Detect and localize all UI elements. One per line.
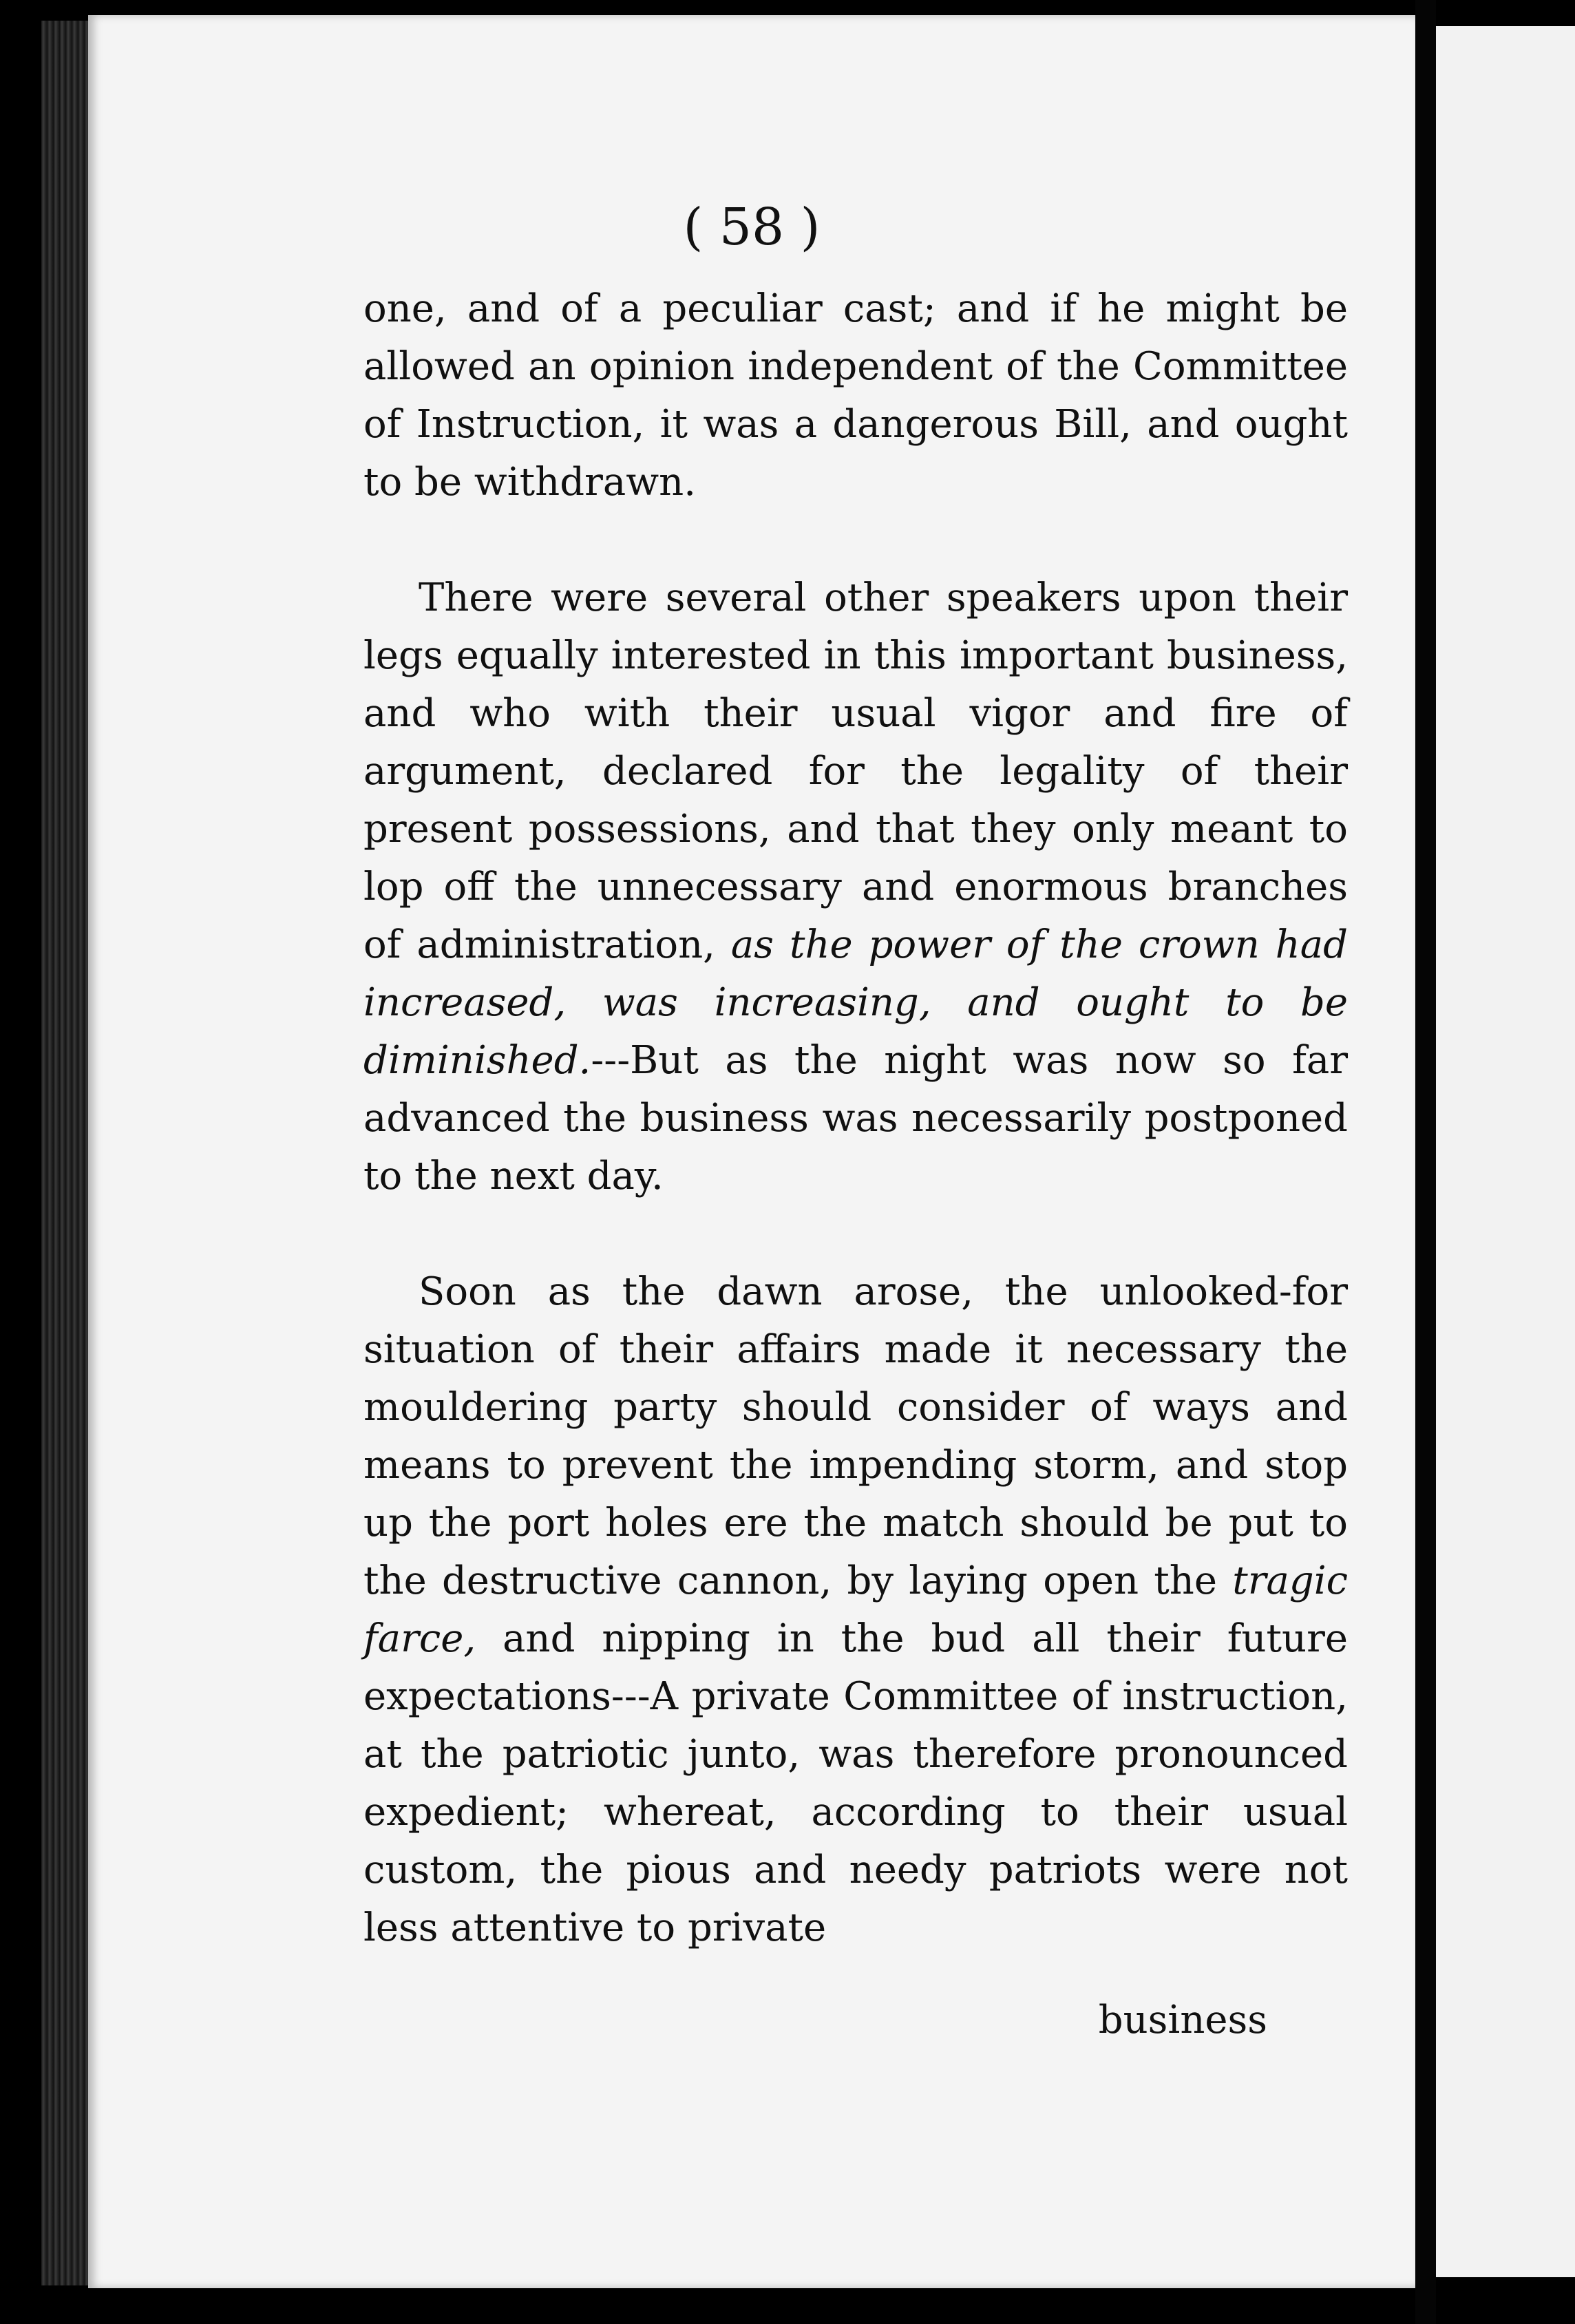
gutter	[1415, 0, 1436, 2324]
paragraph	[363, 1263, 1348, 1957]
paragraph-text: and nipping in the bud all their future expectations---A private Committee of instruction, at the patriotic junto, was therefore pronounced expedient; whereat, according to their usual custom, the pious and needy patriots were not less attentive to private	[363, 1616, 1348, 1950]
paragraph	[363, 280, 1348, 511]
page-number: ( 58 )	[683, 198, 821, 257]
paragraph-text: ---But as the night was now so far advanced the business was necessarily postponed to the next day.	[363, 1038, 1348, 1198]
paragraph	[363, 569, 1348, 1205]
paragraph-text: Soon as the dawn arose, the unlooked-for situation of their affairs made it necessary the mouldering party should consider of ways and means to prevent the impending storm, and stop up the port holes ere the match should be put to the destructive cannon, by laying open the	[363, 1269, 1348, 1603]
book-page	[88, 15, 1415, 2288]
italic-phrase: tragic farce,	[363, 1559, 1348, 1661]
catchword: business	[1098, 1998, 1267, 2042]
italic-quote: as the power of the crown had increased, was increasing, and ought to be diminished.	[363, 922, 1348, 1083]
paragraph-text: one, and of a peculiar cast; and if he might be allowed an opinion independent of the Committee of Instruction, it was a dangerous Bill, and ought to be withdrawn.	[363, 286, 1348, 505]
facing-page	[1436, 26, 1575, 2277]
body-text	[363, 280, 1348, 1957]
paragraph-text: There were several other speakers upon their legs equally interested in this important business, and who with their usual vigor and fire of argument, declared for the legality of their present possessions, and that they only meant to lop off the unnecessary and enormous branches of administration,	[363, 575, 1348, 967]
